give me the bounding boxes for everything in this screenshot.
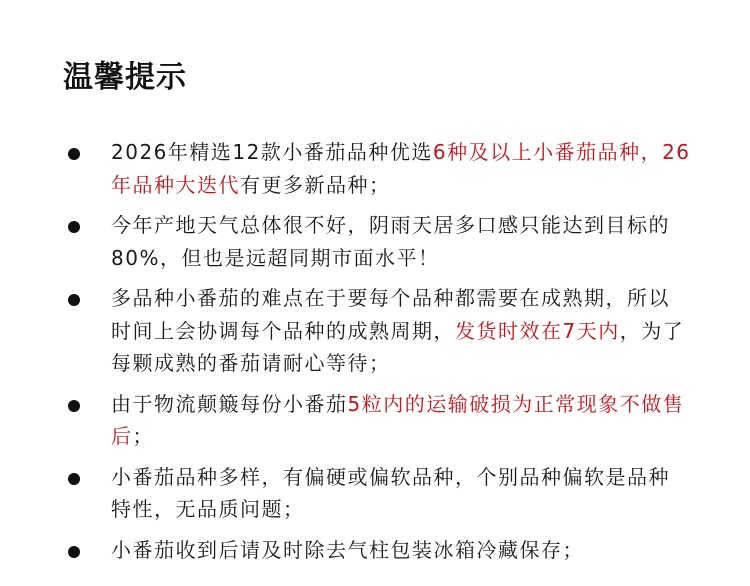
tips-list (0, 136, 750, 574)
bullet-icon (68, 473, 80, 485)
page-title: 温馨提示 (63, 60, 187, 95)
bullet-icon (68, 546, 80, 558)
tip-text-segment: 小番茄品种多样，有偏硬或偏软品种，个别品种偏软是品种特性，无品质问题； (111, 464, 670, 521)
list-item (0, 534, 750, 567)
tip-text (111, 534, 691, 567)
tip-highlight-segment: 发货时效在7天内 (455, 318, 620, 343)
tip-text-segment: 今年产地天气总体很不好，阴雨天居多口感只能达到目标的80%，但也是远超同期市面水平！ (111, 213, 670, 270)
bullet-icon (68, 148, 80, 160)
tip-text (111, 461, 691, 526)
tip-text-segment: ； (132, 424, 154, 448)
tip-text-segment: 由于物流颠簸每份小番茄 (111, 391, 348, 416)
tip-text-segment: 2026年精选12款小番茄品种优选 (111, 140, 433, 164)
list-item (0, 388, 750, 453)
tip-text (111, 282, 691, 380)
list-item (0, 282, 750, 380)
bullet-icon (68, 221, 80, 233)
tip-text-segment: 小番茄收到后请及时除去气柱包装冰箱冷藏保存； (111, 537, 584, 562)
list-item (0, 461, 750, 526)
tip-text-segment: 有更多新品种； (240, 172, 391, 197)
tip-highlight-segment: 6种及以上小番茄品种，26年品种大迭代 (111, 140, 691, 197)
tip-text-segment: 多品种小番茄的难点在于要每个品种都需要在成熟期，所以时间上会协调每个品种的成熟周期， (111, 286, 670, 343)
tip-text (111, 136, 691, 201)
tip-text-segment: ，为了每颗成熟的番茄请耐心等待； (111, 318, 685, 375)
bullet-icon (68, 294, 80, 306)
list-item (0, 136, 750, 201)
bullet-icon (68, 400, 80, 412)
tip-highlight-segment: 5粒内的运输破损为正常现象不做售后 (111, 391, 685, 448)
tip-text (111, 209, 691, 274)
tip-text (111, 388, 691, 453)
list-item (0, 209, 750, 274)
